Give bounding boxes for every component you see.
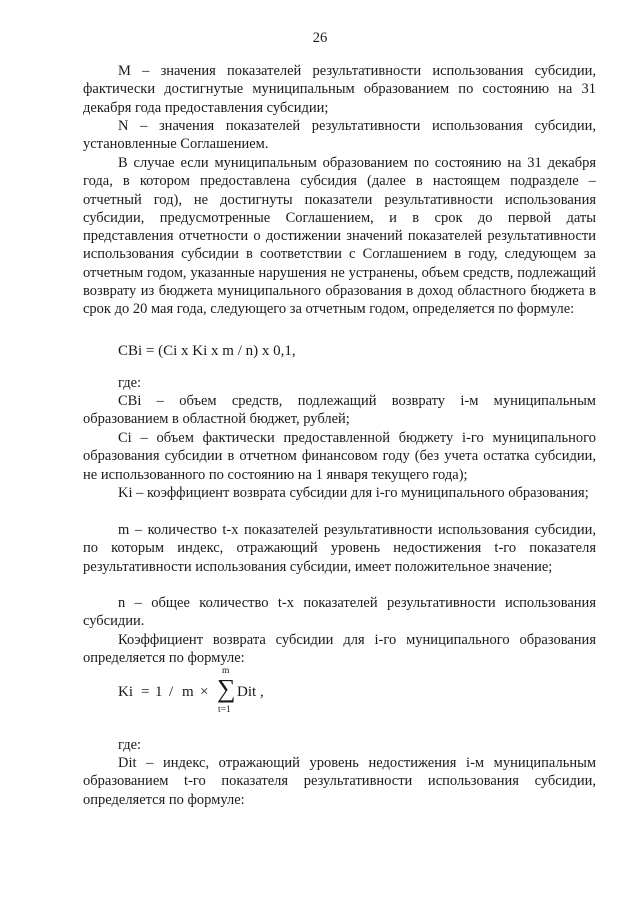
paragraph-return-condition: В случае если муниципальным образованием по состоянию на 31 декабря года, в котором предоставлена субсидия (далее в настоящем подразделе – отчетный год), не достигнуты показатели результативности использования субсидии, предусмотренные Соглашением, и в срок до первой даты представления отчетности о достижении значений показателей результативности использования субсидии в соответствии с Соглашением в году, следующем за отчетным годом, указанные нарушения не устранены, объем средств, подлежащий возврату из бюджета муниципального образования в доход областного бюджета в срок до 20 мая года, следующего за отчетным годом, определяется по формуле:: [83, 155, 596, 318]
paragraph-m-definition: M – значения показателей результативности использования субсидии, фактически достигнутые муниципальным образованием по состоянию на 31 декабря года предоставления субсидии;: [83, 63, 596, 116]
formula-ki: [118, 664, 378, 718]
formula-ki-slash: /: [169, 684, 174, 700]
definition-ci: Ci – объем фактически предоставленной бюджету i-го муниципального образования субсидии в отчетном финансовом году (без учета остатка субсидии, не использованного по состоянию на 1 января текущего года);: [83, 430, 596, 483]
formula-ki-comma: ,: [260, 684, 264, 700]
sum-sigma-icon: ∑: [217, 674, 236, 703]
formula-ki-times: ×: [200, 684, 209, 700]
where-label-2: где:: [118, 737, 142, 753]
formula-ki-equals: =: [141, 684, 150, 700]
paragraph-ki-formula-intro: Коэффициент возврата субсидии для i-го муниципального образования определяется по формуле:: [83, 632, 596, 667]
definition-cbi: CBi – объем средств, подлежащий возврату i-м муниципальным образованием в областной бюджет, рублей;: [83, 393, 596, 428]
paragraph-n-definition: N – значения показателей результативности использования субсидии, установленные Соглашением.: [83, 118, 596, 153]
formula-ki-term: Dit: [237, 684, 257, 700]
where-label-1: где:: [118, 375, 142, 391]
sum-upper-limit: m: [222, 666, 230, 676]
definition-n: n – общее количество t-х показателей результативности использования субсидии.: [83, 595, 596, 630]
formula-cbi: CBi = (Ci х Ki х m / n) х 0,1,: [118, 343, 296, 359]
formula-ki-m: m: [182, 684, 194, 700]
formula-ki-lhs: Ki: [118, 684, 133, 700]
page-number: 26: [312, 30, 328, 46]
definition-dit: Dit – индекс, отражающий уровень недостижения i-м муниципальным образованием t-го показателя результативности использования субсидии, определяется по формуле:: [83, 755, 596, 808]
formula-ki-one: 1: [155, 684, 163, 700]
definition-ki: Ki – коэффициент возврата субсидии для i-го муниципального образования;: [118, 485, 589, 501]
definition-m: m – количество t-х показателей результативности использования субсидии, по которым индекс, отражающий уровень недостижения t-го показателя результативности использования субсидии, имеет положительное значение;: [83, 522, 596, 575]
sum-lower-limit: t=1: [218, 705, 231, 715]
